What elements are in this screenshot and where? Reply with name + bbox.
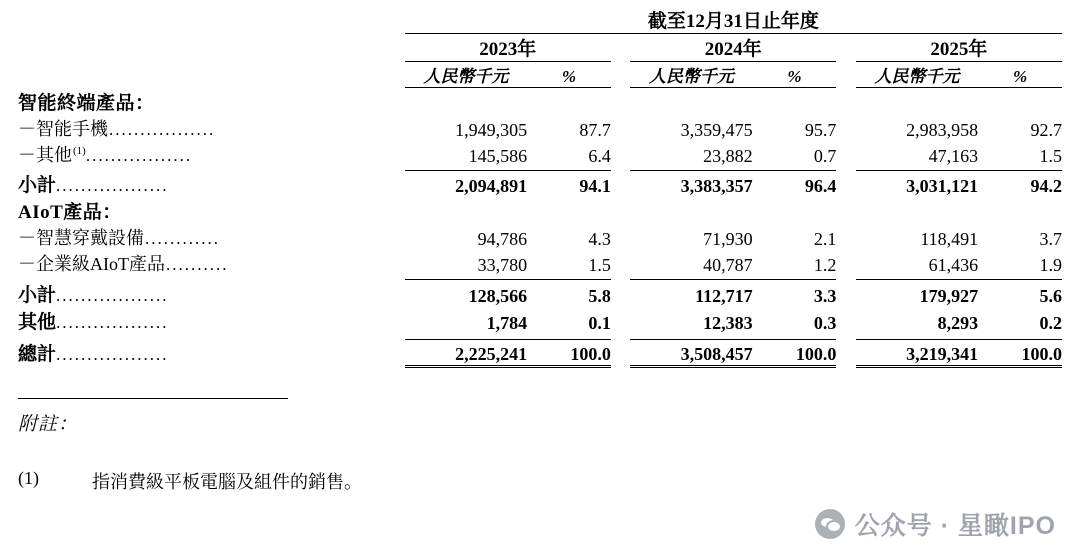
cell-percent-2023: 87.7	[579, 119, 611, 140]
row-leader: ............	[145, 229, 220, 248]
grand-total-amount-2024: 3,508,457	[630, 339, 752, 366]
unit-amount-2024: 人民幣千元	[648, 67, 734, 86]
group-header-row	[18, 197, 1062, 224]
wechat-icon	[815, 509, 845, 539]
footnote-marker: (1)	[73, 144, 86, 157]
row-gap-1	[611, 250, 630, 276]
subtotal-amount-2024: 3,383,357	[630, 170, 752, 197]
subtotal-amount-2025: 3,031,121	[856, 170, 978, 197]
cell-percent-2023: 6.4	[588, 145, 611, 166]
other-label	[18, 307, 405, 334]
cell-amount-2024: 23,882	[703, 145, 753, 166]
cell-amount-2024: 71,930	[703, 229, 753, 249]
grand-total-gap-2	[836, 339, 855, 366]
row-label-enterprise-aiot	[18, 250, 405, 276]
unit-percent-2024: %	[787, 67, 802, 86]
subtotal-amount-2023: 2,094,891	[405, 170, 527, 197]
years-gap-1	[611, 34, 630, 62]
row-gap-2	[836, 224, 855, 250]
row-leader: .................	[85, 145, 193, 165]
other-percent-2023: 0.1	[588, 312, 611, 333]
column-year-2023: 2023年	[479, 39, 537, 60]
units-gap-2	[836, 62, 855, 88]
row-label-others-terminal-text: －其他	[18, 144, 72, 165]
other-amount-2023: 1,784	[486, 312, 528, 333]
table-row	[18, 141, 1062, 167]
grand-total-amount-2023: 2,225,241	[405, 339, 527, 366]
cell-amount-2024: 40,787	[703, 255, 753, 275]
cell-percent-2025: 92.7	[1030, 119, 1062, 140]
other-percent-2024: 0.3	[813, 312, 837, 333]
subtotal-amount-2024: 112,717	[630, 280, 752, 307]
row-label-smartphone	[18, 115, 405, 141]
row-gap-1	[611, 141, 630, 167]
other-label-text: 其他	[18, 311, 57, 333]
cell-percent-2023: 4.3	[588, 229, 611, 249]
cell-percent-2024: 2.1	[813, 229, 837, 249]
row-label-wearables-text: －智慧穿戴設備	[18, 228, 144, 248]
cell-percent-2024: 95.7	[804, 119, 837, 140]
group-label-smart-terminal: 智能終端產品：	[18, 92, 155, 114]
watermark-text: 公众号 · 星瞰IPO	[854, 512, 1056, 540]
subtotal-label-aiot	[18, 280, 405, 307]
other-percent-2025: 0.2	[1039, 312, 1062, 333]
row-leader: ..........	[166, 255, 229, 274]
row-label-enterprise-aiot-text: －企業級AIoT產品	[18, 254, 165, 274]
subtotal-gap-2	[836, 280, 855, 307]
table-row	[18, 250, 1062, 276]
other-gap-1	[611, 307, 630, 334]
cell-percent-2024: 1.2	[813, 255, 837, 275]
subtotal-percent-2025: 94.2	[978, 170, 1062, 197]
table-header-units-row	[18, 62, 1062, 88]
other-amount-2025: 8,293	[937, 312, 979, 333]
header-spacer	[18, 6, 405, 33]
cell-percent-2024: 0.7	[813, 145, 837, 166]
grand-total-gap-1	[611, 339, 630, 366]
subtotal-leader: ..................	[56, 176, 169, 195]
subtotal-amount-2023: 128,566	[405, 280, 527, 307]
table-row	[18, 224, 1062, 250]
subtotal-label-text: 小計	[18, 175, 57, 196]
cell-percent-2025: 1.9	[1039, 255, 1062, 275]
cell-amount-2025: 47,163	[928, 145, 979, 166]
row-gap-2	[836, 115, 855, 141]
note-text: 指消費級平板電腦及組件的銷售。	[92, 471, 362, 492]
column-year-2025: 2025年	[930, 39, 988, 60]
row-leader: .................	[109, 119, 216, 139]
table-row	[18, 115, 1062, 141]
subtotal-percent-2024: 3.3	[753, 280, 837, 307]
cell-amount-2025: 61,436	[928, 255, 979, 275]
grand-total-leader: ..................	[56, 345, 169, 364]
other-gap-2	[836, 307, 855, 334]
subtotal-leader: ..................	[56, 285, 169, 305]
cell-amount-2023: 1,949,305	[455, 119, 528, 140]
subtotal-row-aiot	[18, 280, 1062, 307]
subtotal-gap-2	[836, 170, 855, 197]
column-year-2024: 2024年	[704, 39, 762, 60]
header-period-label: 截至12月31日止年度	[647, 11, 819, 32]
grand-total-label-text: 總計	[18, 344, 57, 365]
revenue-breakdown-table	[18, 6, 1062, 368]
years-spacer	[18, 34, 405, 62]
row-label-others-terminal	[18, 141, 405, 167]
subtotal-gap-1	[611, 280, 630, 307]
other-leader: ..................	[56, 312, 169, 332]
row-gap-1	[611, 224, 630, 250]
other-row	[18, 307, 1062, 334]
subtotal-percent-2023: 94.1	[527, 170, 611, 197]
units-spacer	[18, 62, 405, 88]
cell-percent-2023: 1.5	[588, 255, 611, 275]
row-gap-1	[611, 115, 630, 141]
subtotal-gap-1	[611, 170, 630, 197]
grand-total-amount-2025: 3,219,341	[856, 339, 978, 366]
unit-amount-2025: 人民幣千元	[874, 67, 960, 86]
row-label-smartphone-text: －智能手機	[18, 118, 108, 139]
subtotal-label-text: 小計	[18, 284, 57, 306]
grand-total-percent-2024: 100.0	[753, 339, 837, 366]
cell-amount-2023: 33,780	[477, 255, 528, 275]
table-header-years-row	[18, 34, 1062, 62]
unit-percent-2025: %	[1012, 67, 1028, 86]
watermark	[815, 506, 1056, 542]
subtotal-percent-2023: 5.8	[527, 280, 611, 307]
units-gap-1	[611, 62, 630, 88]
group-header-filler	[405, 197, 1062, 224]
cell-amount-2024: 3,359,475	[680, 119, 753, 140]
unit-percent-2023: %	[561, 67, 577, 86]
grand-total-percent-2025: 100.0	[978, 339, 1062, 366]
cell-percent-2025: 1.5	[1039, 145, 1062, 166]
cell-percent-2025: 3.7	[1039, 229, 1062, 249]
subtotal-percent-2025: 5.6	[978, 280, 1062, 307]
grand-total-percent-2023: 100.0	[527, 339, 611, 366]
group-label-aiot: AIoT產品：	[18, 202, 122, 223]
cell-amount-2023: 94,786	[477, 229, 528, 249]
subtotal-amount-2025: 179,927	[856, 280, 978, 307]
note-item	[18, 468, 1062, 494]
row-gap-2	[836, 141, 855, 167]
notes-title: 附註：	[18, 413, 79, 435]
other-amount-2024: 12,383	[703, 312, 753, 333]
cell-amount-2025: 118,491	[920, 229, 979, 249]
group-header-filler	[405, 88, 1062, 115]
note-number: (1)	[18, 467, 39, 488]
row-gap-2	[836, 250, 855, 276]
grand-total-row	[18, 339, 1062, 366]
subtotal-percent-2024: 96.4	[753, 170, 837, 197]
grand-total-label	[18, 339, 405, 366]
row-label-wearables	[18, 224, 405, 250]
subtotal-row-terminal	[18, 170, 1062, 197]
subtotal-label-terminal	[18, 170, 405, 197]
cell-amount-2023: 145,586	[468, 145, 528, 166]
unit-amount-2023: 人民幣千元	[423, 67, 509, 86]
years-gap-2	[836, 34, 855, 62]
cell-amount-2025: 2,983,958	[906, 119, 979, 140]
table-header-period-row	[18, 6, 1062, 33]
group-header-row	[18, 88, 1062, 115]
notes-divider	[18, 398, 288, 399]
